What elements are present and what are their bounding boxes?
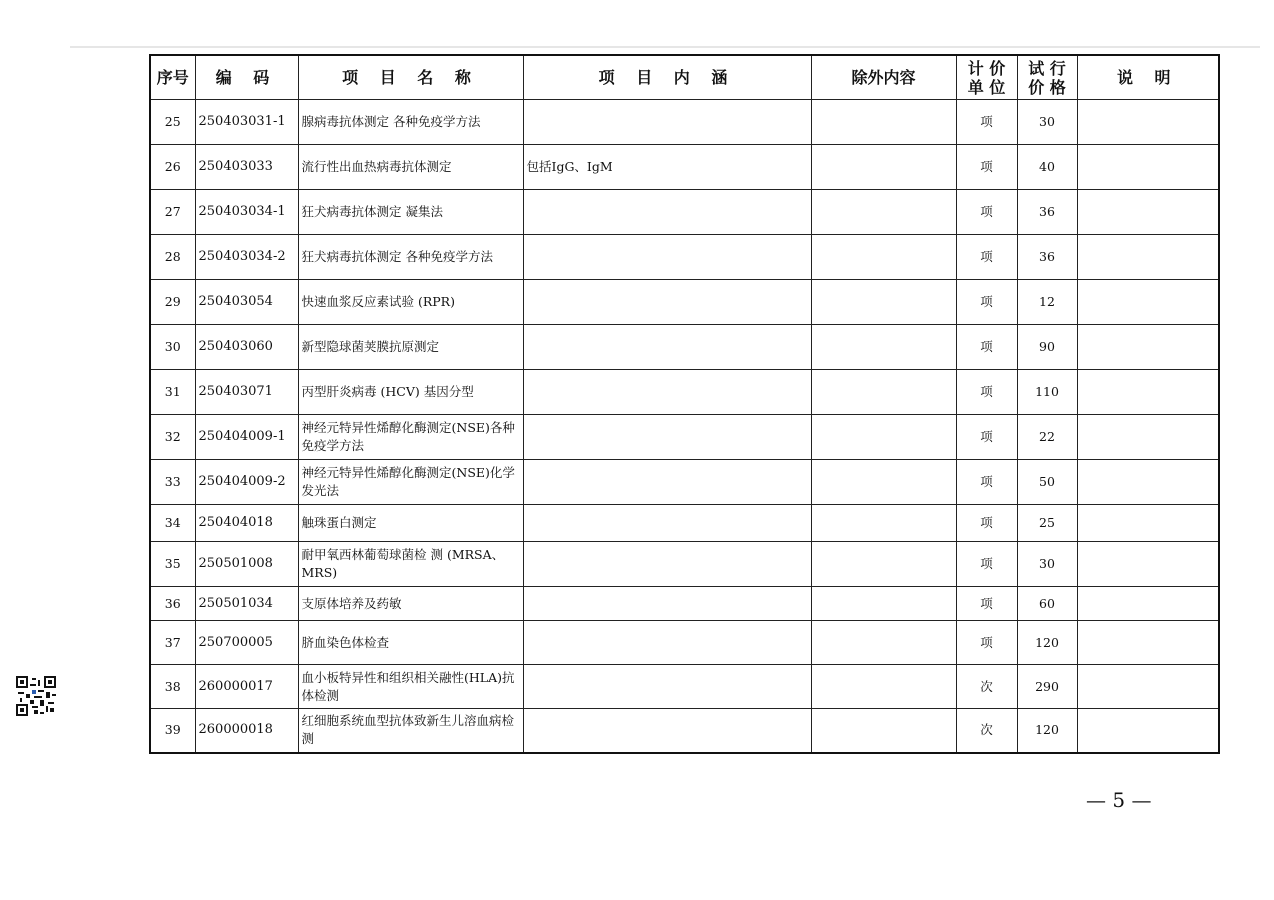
cell-note <box>1077 370 1219 415</box>
cell-unit: 项 <box>956 460 1017 505</box>
cell-content <box>523 415 811 460</box>
cell-name: 耐甲氧西林葡萄球菌检 测 (MRSA、MRS) <box>298 542 523 587</box>
cell-seq: 28 <box>150 235 195 280</box>
cell-seq: 38 <box>150 665 195 709</box>
cell-note <box>1077 145 1219 190</box>
header-content: 项 目 内 涵 <box>523 55 811 100</box>
cell-note <box>1077 100 1219 145</box>
scan-edge <box>70 46 1260 48</box>
cell-content <box>523 370 811 415</box>
cell-name: 腺病毒抗体测定 各种免疫学方法 <box>298 100 523 145</box>
table-row <box>150 587 1219 621</box>
cell-code: 250403034-2 <box>195 235 298 280</box>
header-price-line1: 试 行 <box>1028 58 1066 78</box>
cell-note <box>1077 665 1219 709</box>
cell-price: 36 <box>1017 190 1077 235</box>
cell-price: 25 <box>1017 505 1077 542</box>
cell-code: 250404009-2 <box>195 460 298 505</box>
cell-seq: 26 <box>150 145 195 190</box>
header-note: 说 明 <box>1077 55 1219 100</box>
cell-code: 260000018 <box>195 709 298 753</box>
cell-content <box>523 505 811 542</box>
cell-unit: 次 <box>956 709 1017 753</box>
cell-seq: 30 <box>150 325 195 370</box>
cell-unit: 项 <box>956 235 1017 280</box>
table-row <box>150 621 1219 665</box>
cell-exclusion <box>811 190 956 235</box>
cell-exclusion <box>811 505 956 542</box>
cell-code: 250403054 <box>195 280 298 325</box>
table-row <box>150 505 1219 542</box>
cell-unit: 项 <box>956 542 1017 587</box>
table-row <box>150 235 1219 280</box>
cell-note <box>1077 235 1219 280</box>
cell-content <box>523 235 811 280</box>
cell-content <box>523 621 811 665</box>
header-unit-line2: 单 位 <box>967 77 1006 97</box>
table-row <box>150 370 1219 415</box>
cell-note <box>1077 280 1219 325</box>
table-header <box>150 55 1219 100</box>
cell-content <box>523 587 811 621</box>
cell-code: 250403034-1 <box>195 190 298 235</box>
cell-exclusion <box>811 235 956 280</box>
cell-price: 40 <box>1017 145 1077 190</box>
cell-code: 250403071 <box>195 370 298 415</box>
cell-code: 250403031-1 <box>195 100 298 145</box>
cell-exclusion <box>811 100 956 145</box>
header-exclusion: 除外内容 <box>811 55 956 100</box>
cell-note <box>1077 460 1219 505</box>
cell-unit: 项 <box>956 370 1017 415</box>
table-row <box>150 325 1219 370</box>
cell-price: 60 <box>1017 587 1077 621</box>
cell-code: 250404018 <box>195 505 298 542</box>
table-row <box>150 145 1219 190</box>
cell-price: 30 <box>1017 542 1077 587</box>
cell-exclusion <box>811 370 956 415</box>
cell-seq: 29 <box>150 280 195 325</box>
table-row <box>150 665 1219 709</box>
table-row <box>150 100 1219 145</box>
cell-content <box>523 709 811 753</box>
cell-name: 狂犬病毒抗体测定 各种免疫学方法 <box>298 235 523 280</box>
cell-content <box>523 460 811 505</box>
cell-price: 36 <box>1017 235 1077 280</box>
cell-exclusion <box>811 587 956 621</box>
cell-name: 神经元特异性烯醇化酶测定(NSE)各种免疫学方法 <box>298 415 523 460</box>
cell-exclusion <box>811 542 956 587</box>
cell-exclusion <box>811 709 956 753</box>
cell-unit: 项 <box>956 280 1017 325</box>
cell-name: 脐血染色体检查 <box>298 621 523 665</box>
header-price-line2: 价 格 <box>1028 77 1066 97</box>
cell-unit: 项 <box>956 415 1017 460</box>
cell-note <box>1077 325 1219 370</box>
cell-unit: 项 <box>956 587 1017 621</box>
cell-code: 260000017 <box>195 665 298 709</box>
cell-seq: 32 <box>150 415 195 460</box>
cell-name: 新型隐球菌荚膜抗原测定 <box>298 325 523 370</box>
cell-name: 狂犬病毒抗体测定 凝集法 <box>298 190 523 235</box>
price-table <box>149 54 1220 754</box>
cell-exclusion <box>811 460 956 505</box>
cell-code: 250403060 <box>195 325 298 370</box>
cell-unit: 项 <box>956 145 1017 190</box>
table-row <box>150 542 1219 587</box>
header-name: 项 目 名 称 <box>298 55 523 100</box>
cell-exclusion <box>811 280 956 325</box>
cell-unit: 次 <box>956 665 1017 709</box>
cell-price: 12 <box>1017 280 1077 325</box>
qr-code-icon <box>16 676 56 716</box>
cell-name: 血小板特异性和组织相关融性(HLA)抗体检测 <box>298 665 523 709</box>
cell-unit: 项 <box>956 325 1017 370</box>
page-number: — 5 — <box>1086 788 1152 812</box>
cell-content <box>523 665 811 709</box>
cell-unit: 项 <box>956 190 1017 235</box>
cell-seq: 33 <box>150 460 195 505</box>
cell-note <box>1077 542 1219 587</box>
cell-exclusion <box>811 325 956 370</box>
cell-price: 50 <box>1017 460 1077 505</box>
cell-unit: 项 <box>956 621 1017 665</box>
table-row <box>150 460 1219 505</box>
cell-price: 290 <box>1017 665 1077 709</box>
cell-note <box>1077 505 1219 542</box>
cell-price: 22 <box>1017 415 1077 460</box>
table-row <box>150 709 1219 753</box>
cell-content: 包括IgG、IgM <box>523 145 811 190</box>
cell-unit: 项 <box>956 100 1017 145</box>
cell-note <box>1077 587 1219 621</box>
cell-price: 90 <box>1017 325 1077 370</box>
cell-content <box>523 280 811 325</box>
cell-code: 250700005 <box>195 621 298 665</box>
header-seq: 序号 <box>150 55 195 100</box>
cell-content <box>523 100 811 145</box>
cell-seq: 34 <box>150 505 195 542</box>
cell-seq: 37 <box>150 621 195 665</box>
cell-code: 250501034 <box>195 587 298 621</box>
cell-name: 支原体培养及药敏 <box>298 587 523 621</box>
cell-price: 110 <box>1017 370 1077 415</box>
table-row <box>150 190 1219 235</box>
header-price <box>1017 55 1077 100</box>
cell-seq: 27 <box>150 190 195 235</box>
cell-exclusion <box>811 665 956 709</box>
cell-note <box>1077 621 1219 665</box>
cell-content <box>523 542 811 587</box>
cell-name: 触珠蛋白测定 <box>298 505 523 542</box>
cell-exclusion <box>811 145 956 190</box>
cell-content <box>523 325 811 370</box>
cell-name: 流行性出血热病毒抗体测定 <box>298 145 523 190</box>
table-body <box>150 100 1219 753</box>
table-row <box>150 280 1219 325</box>
header-code: 编 码 <box>195 55 298 100</box>
cell-seq: 25 <box>150 100 195 145</box>
cell-name: 神经元特异性烯醇化酶测定(NSE)化学发光法 <box>298 460 523 505</box>
cell-name: 红细胞系统血型抗体致新生儿溶血病检测 <box>298 709 523 753</box>
cell-seq: 36 <box>150 587 195 621</box>
table-row <box>150 415 1219 460</box>
cell-seq: 39 <box>150 709 195 753</box>
cell-exclusion <box>811 415 956 460</box>
cell-name: 快速血浆反应素试验 (RPR) <box>298 280 523 325</box>
cell-name: 丙型肝炎病毒 (HCV) 基因分型 <box>298 370 523 415</box>
cell-seq: 31 <box>150 370 195 415</box>
cell-price: 120 <box>1017 709 1077 753</box>
cell-code: 250403033 <box>195 145 298 190</box>
cell-price: 120 <box>1017 621 1077 665</box>
cell-code: 250501008 <box>195 542 298 587</box>
cell-note <box>1077 415 1219 460</box>
header-unit-line1: 计 价 <box>967 58 1006 78</box>
cell-note <box>1077 190 1219 235</box>
header-unit <box>956 55 1017 100</box>
header-row <box>150 55 1219 100</box>
cell-content <box>523 190 811 235</box>
cell-note <box>1077 709 1219 753</box>
cell-seq: 35 <box>150 542 195 587</box>
cell-code: 250404009-1 <box>195 415 298 460</box>
cell-unit: 项 <box>956 505 1017 542</box>
cell-price: 30 <box>1017 100 1077 145</box>
cell-exclusion <box>811 621 956 665</box>
